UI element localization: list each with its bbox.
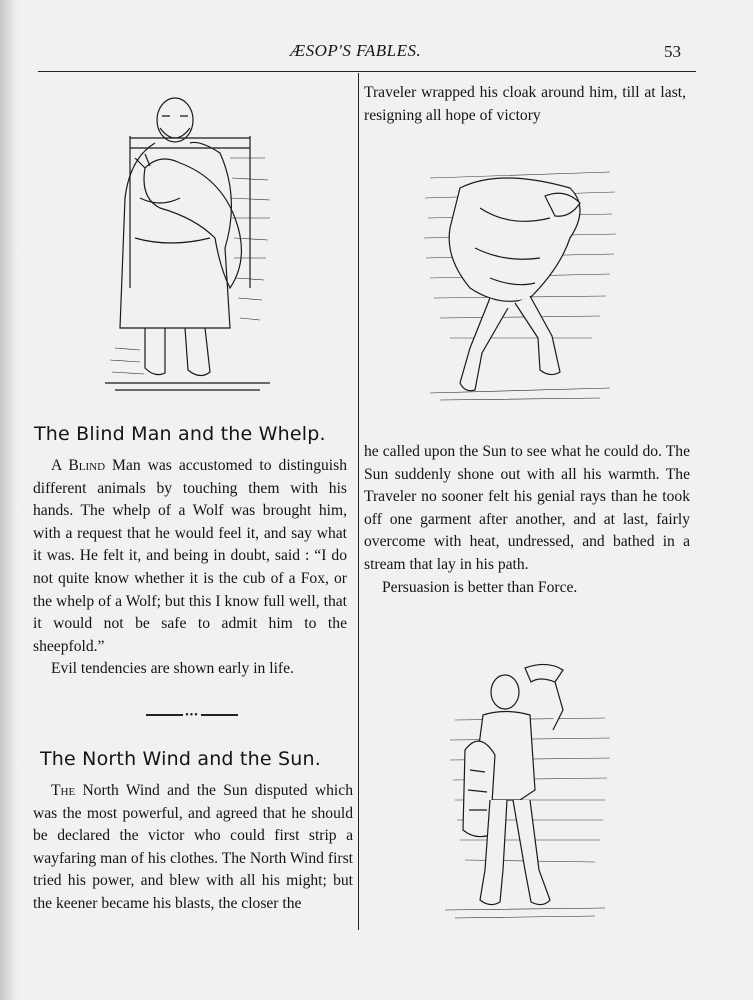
lead-small-caps: A Blind xyxy=(51,457,106,474)
ornament-line-left xyxy=(146,714,183,716)
paragraph-text: Man was accustomed to distinguish different animals by touching them with his hands. The whelp of a Wolf was brought him, with a request that he would feel it, and say what it was. He felt it, and being in doubt, said : “I do not quite know whether it is the cub of a Fox, or the whelp of a Wolf; but this I know full well, that it would not be safe to admit him to the sheepfold.” xyxy=(33,457,347,655)
traveler-in-wind-illustration xyxy=(420,148,620,408)
column-divider xyxy=(358,73,359,930)
fable-paragraph xyxy=(33,780,353,916)
traveler-in-sun-illustration xyxy=(435,660,615,930)
ornament-line-right xyxy=(201,714,238,716)
fable-body-blind-man xyxy=(33,455,347,681)
paragraph-text: North Wind and the Sun disputed which was the most powerful, and agreed that he should be declared the victor who could first strip a wayfaring man of his clothes. The North Wind first tried his power, and blew with all his might; but the keener became his blasts, the closer the xyxy=(33,782,353,912)
running-title: ÆSOP'S FABLES. xyxy=(290,41,422,60)
fable-continuation-top xyxy=(364,82,686,127)
page-number: 53 xyxy=(664,42,681,61)
fable-continuation-bottom xyxy=(364,441,690,599)
lead-small-caps: The xyxy=(51,782,76,799)
fable-paragraph xyxy=(33,455,347,658)
fable-title-north-wind: The North Wind and the Sun. xyxy=(40,748,321,770)
fable-body-north-wind xyxy=(33,780,353,916)
fable-moral: Evil tendencies are shown early in life. xyxy=(51,660,294,678)
ornament-dots: ••• xyxy=(185,709,199,721)
fable-moral: Persuasion is better than Force. xyxy=(382,578,578,596)
paragraph-text: Traveler wrapped his cloak around him, till at last, resigning all hope of victory xyxy=(364,84,686,124)
page-edge-shadow xyxy=(0,0,18,1000)
header-rule xyxy=(38,71,696,72)
blind-man-with-whelp-illustration xyxy=(100,88,280,398)
section-ornament xyxy=(146,709,238,721)
fable-title-blind-man: The Blind Man and the Whelp. xyxy=(34,423,326,445)
paragraph-text: he called upon the Sun to see what he could do. The Sun suddenly shone out with all his warmth. The Traveler no sooner felt his genial rays than he took off one garment after another, and at last, fairly overcome with heat, undressed, and bathed in a stream that lay in his path. xyxy=(364,443,690,573)
